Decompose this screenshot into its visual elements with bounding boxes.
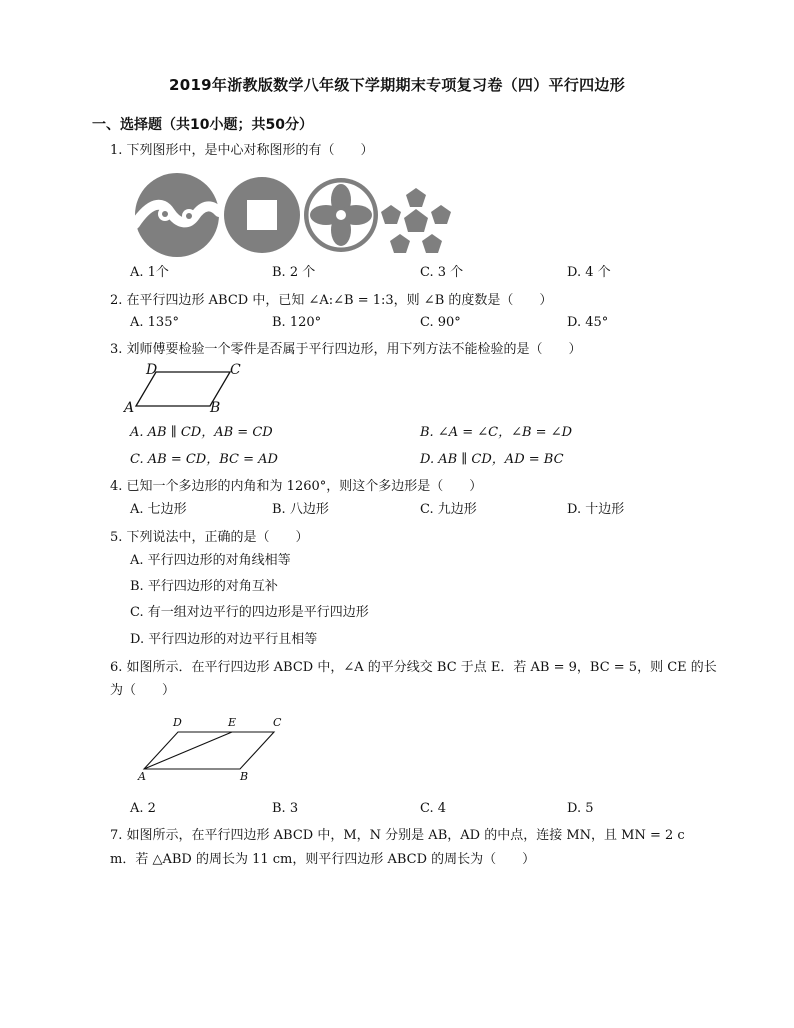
q2-option-b[interactable]: B. 120° xyxy=(272,315,322,330)
question-7-stem-line-1: 7. 如图所示，在平行四边形 ABCD 中，M，N 分别是 AB，AD 的中点，连接 MN，且 MN = 2 c xyxy=(110,828,685,843)
q6-label-e: E xyxy=(228,716,237,729)
q3-label-c: C xyxy=(230,362,241,378)
q1-option-d[interactable]: D. 4 个 xyxy=(567,265,611,280)
q3-option-d[interactable]: D. AB ∥ CD，AD = BC xyxy=(420,452,564,467)
q3-parallelogram-figure xyxy=(122,362,262,418)
q6-label-d: D xyxy=(173,716,182,729)
q6-option-b[interactable]: B. 3 xyxy=(272,801,299,816)
q6-parallelogram-figure xyxy=(136,714,306,786)
q4-option-a[interactable]: A. 七边形 xyxy=(130,502,187,517)
q5-option-a[interactable]: A. 平行四边形的对角线相等 xyxy=(130,553,291,568)
q2-option-c[interactable]: C. 90° xyxy=(420,315,461,330)
q1-option-a[interactable]: A. 1个 xyxy=(130,265,169,280)
q1-figure-square-coin xyxy=(224,177,300,253)
q6-option-d[interactable]: D. 5 xyxy=(567,801,594,816)
question-5-stem: 5. 下列说法中，正确的是（ ） xyxy=(110,530,309,545)
q3-label-b: B xyxy=(210,400,221,416)
section-heading: 一、选择题（共10小题；共50分） xyxy=(92,117,313,133)
q6-label-a: A xyxy=(138,770,146,783)
question-7-stem-line-2: m．若 △ABD 的周长为 11 cm，则平行四边形 ABCD 的周长为（ ） xyxy=(110,852,536,867)
q5-option-d[interactable]: D. 平行四边形的对边平行且相等 xyxy=(130,632,318,647)
question-1-stem: 1. 下列图形中，是中心对称图形的有（ ） xyxy=(110,143,374,158)
q3-option-a[interactable]: A. AB ∥ CD，AB = CD xyxy=(130,425,273,440)
q1-option-c[interactable]: C. 3 个 xyxy=(420,265,464,280)
q1-figure-pentagon-flower xyxy=(381,188,451,253)
q4-option-d[interactable]: D. 十边形 xyxy=(567,502,625,517)
q4-option-b[interactable]: B. 八边形 xyxy=(272,502,329,517)
q6-option-c[interactable]: C. 4 xyxy=(420,801,447,816)
q2-option-a[interactable]: A. 135° xyxy=(130,315,179,330)
q4-option-c[interactable]: C. 九边形 xyxy=(420,502,477,517)
q3-label-a: A xyxy=(124,400,135,416)
q3-label-d: D xyxy=(146,362,158,378)
q5-option-b[interactable]: B. 平行四边形的对角互补 xyxy=(130,579,278,594)
q1-figures xyxy=(0,172,794,262)
q6-label-c: C xyxy=(273,716,282,729)
question-2-stem: 2. 在平行四边形 ABCD 中，已知 ∠A:∠B = 1:3，则 ∠B 的度数是（ ） xyxy=(110,293,553,308)
q3-option-c[interactable]: C. AB = CD，BC = AD xyxy=(130,452,278,467)
q6-label-b: B xyxy=(240,770,249,783)
q3-option-b[interactable]: B. ∠A = ∠C，∠B = ∠D xyxy=(420,425,573,440)
question-3-stem: 3. 刘师傅要检验一个零件是否属于平行四边形，用下列方法不能检验的是（ ） xyxy=(110,342,582,357)
question-4-stem: 4. 已知一个多边形的内角和为 1260°，则这个多边形是（ ） xyxy=(110,479,483,494)
page-title: 2019年浙教版数学八年级下学期期末专项复习卷（四）平行四边形 xyxy=(168,76,626,94)
q5-option-c[interactable]: C. 有一组对边平行的四边形是平行四边形 xyxy=(130,605,369,620)
question-6-stem-line-2: 为（ ） xyxy=(110,683,176,698)
question-6-stem-line-1: 6. 如图所示．在平行四边形 ABCD 中，∠A 的平分线交 BC 于点 E．若 AB = 9，BC = 5，则 CE 的长 xyxy=(110,660,717,675)
q1-figure-petal-circle xyxy=(304,178,378,252)
q1-figure-wave-circle xyxy=(135,173,219,257)
q1-option-b[interactable]: B. 2 个 xyxy=(272,265,316,280)
q2-option-d[interactable]: D. 45° xyxy=(567,315,609,330)
q6-option-a[interactable]: A. 2 xyxy=(130,801,156,816)
